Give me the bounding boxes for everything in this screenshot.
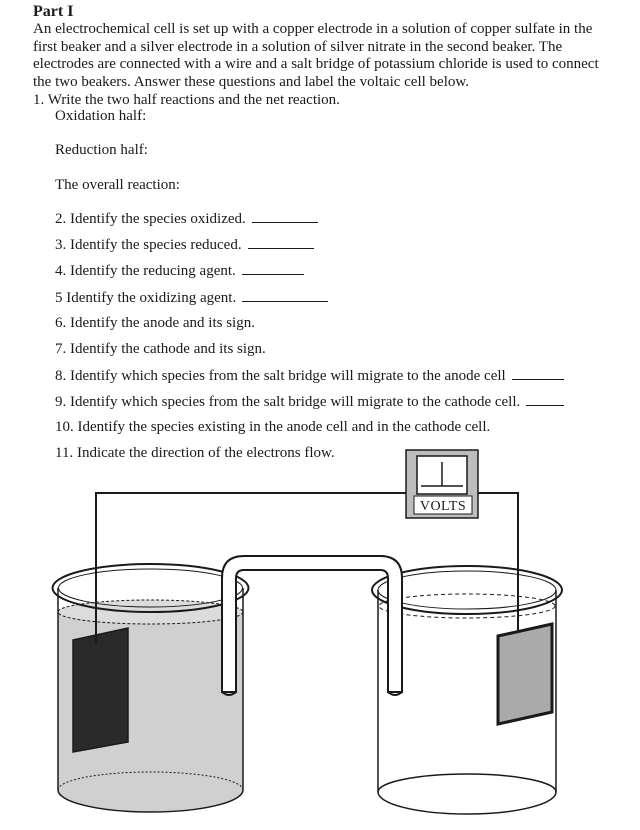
question-4: [55, 262, 304, 280]
wire-right: [476, 493, 518, 630]
question-9-text: 9. Identify which species from the salt bridge will migrate to the cathode cell.: [55, 394, 521, 410]
question-3: [55, 236, 314, 254]
question-2-text: 2. Identify the species oxidized.: [55, 211, 246, 227]
question-7-text: 7. Identify the cathode and its sign.: [55, 341, 266, 357]
anode-electrode: [73, 628, 128, 752]
answer-blank[interactable]: [242, 289, 328, 302]
question-10: [55, 419, 490, 436]
question-11-text: 11. Indicate the direction of the electrons flow.: [55, 445, 335, 461]
question-1: 1. Write the two half reactions and the net reaction.: [33, 92, 340, 108]
cathode-electrode: [498, 624, 552, 724]
question-4-text: 4. Identify the reducing agent.: [55, 263, 236, 279]
voltmeter-label: VOLTS: [419, 499, 467, 514]
question-2: [55, 210, 318, 228]
question-6-text: 6. Identify the anode and its sign.: [55, 315, 255, 331]
question-10-text: 10. Identify the species existing in the anode cell and in the cathode cell.: [55, 419, 491, 435]
question-5: [55, 289, 328, 307]
question-8-text: 8. Identify which species from the salt bridge will migrate to the anode cell: [55, 368, 506, 384]
answer-blank[interactable]: [242, 262, 304, 275]
intro-paragraph: An electrochemical cell is set up with a copper electrode in a solution of copper sulfate in the first beaker and a silver electrode in a solution of silver nitrate in the second beaker. The electrodes are connected with a wire and a salt bridge of potassium chloride is used to connect the two beakers. Answer these questions and label the voltaic cell below.: [33, 21, 599, 90]
salt-bridge: [222, 556, 402, 692]
part-title: Part I: [33, 3, 74, 20]
question-8: [55, 367, 564, 385]
overall-reaction-label: The overall reaction:: [55, 177, 180, 193]
question-9: [55, 393, 564, 411]
answer-blank[interactable]: [512, 367, 564, 380]
question-7: [55, 341, 266, 358]
answer-blank[interactable]: [248, 236, 314, 249]
voltaic-cell-diagram: [0, 440, 640, 830]
question-6: [55, 315, 255, 332]
question-3-text: 3. Identify the species reduced.: [55, 237, 242, 253]
answer-blank[interactable]: [526, 393, 564, 406]
oxidation-half-label: Oxidation half:: [55, 108, 147, 124]
reduction-half-label: Reduction half:: [55, 142, 148, 158]
answer-blank[interactable]: [252, 210, 318, 223]
question-5-text: 5 Identify the oxidizing agent.: [55, 290, 237, 306]
